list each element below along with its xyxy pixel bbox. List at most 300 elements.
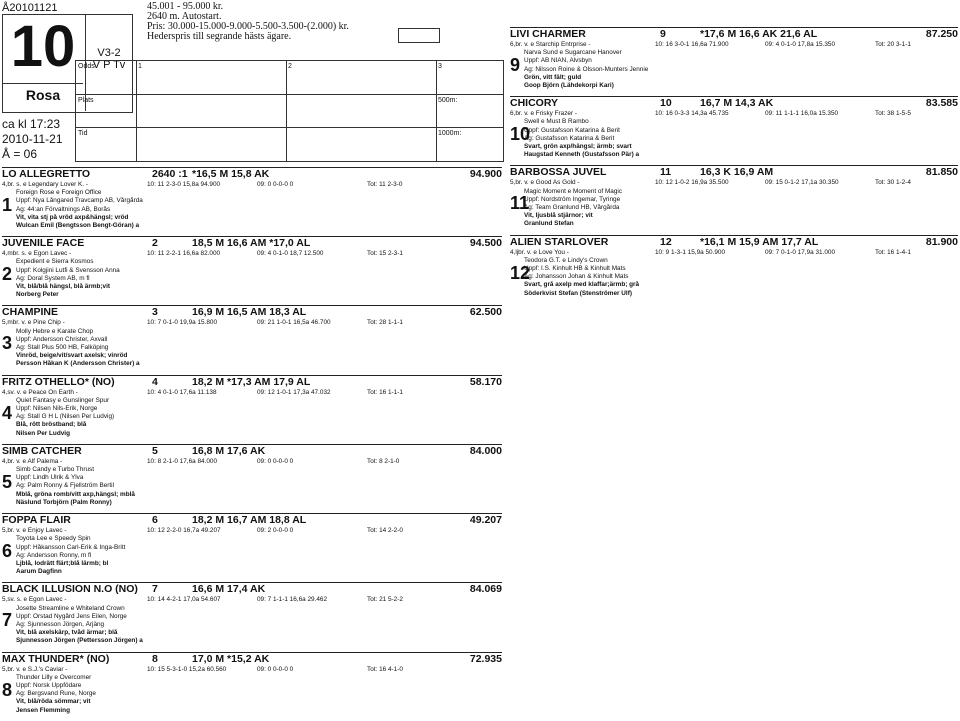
horse-detail-text: Uppf: Gustafsson Katarina & Berit xyxy=(524,126,620,134)
horse-detail-row xyxy=(2,360,502,368)
horse-detail-text: Persson Håkan K (Andersson Christer) a xyxy=(16,360,140,368)
horse-details xyxy=(510,118,958,159)
horse-stats-2010: 10: 11 2-2-1 16,6a 82.000 xyxy=(147,250,221,258)
horse-entry xyxy=(2,652,502,715)
race-class: V3-2 xyxy=(97,47,121,59)
horse-detail-text: Teodora G.T. e Lindy's Crown xyxy=(524,256,608,264)
horse-detail-row xyxy=(510,57,958,65)
horse-detail-text: Uppf: Nilsen Nils-Erik, Norge xyxy=(16,405,98,413)
horse-stats xyxy=(2,389,502,397)
horse-detail-text: Magic Moment e Moment of Magic xyxy=(524,187,623,195)
prize-info xyxy=(147,2,349,42)
prize-line: 45.001 - 95.000 kr. xyxy=(147,1,224,12)
horse-stats-total: Tot: 28 1-1-1 xyxy=(367,319,403,327)
horse-header xyxy=(2,583,502,596)
horse-stats xyxy=(2,181,502,189)
horse-details xyxy=(2,605,502,646)
horse-stats-total: Tot: 16 1-4-1 xyxy=(875,248,911,256)
horse-detail-text: Expedient e Sierra Kosmos xyxy=(16,258,94,266)
horse-detail-text: Vinröd, beige/vit/svart axelsk; vinröd xyxy=(16,352,128,360)
horse-detail-text: Näslund Torbjörn (Palm Ronny) xyxy=(16,498,112,506)
horse-entry xyxy=(2,305,502,368)
trophy-icon xyxy=(398,28,440,43)
prize-line: Pris: 30.000-15.000-9.000-5.500-3.500-(2.000) kr. xyxy=(147,21,349,32)
horse-detail-text: Goop Björn (Lähdekorpi Kari) xyxy=(524,82,614,90)
horse-detail-text: Äg: Stall G H L (Nilsen Per Ludvig) xyxy=(16,413,115,421)
prize-line: 2640 m. Autostart. xyxy=(147,11,222,22)
horse-stats-total: Tot: 11 2-3-0 xyxy=(367,181,403,188)
horse-stats-total: Tot: 8 2-1-0 xyxy=(367,457,400,465)
horse-details xyxy=(2,189,502,230)
race-time: ca kl 17:23 xyxy=(2,117,61,131)
horse-number: 4 xyxy=(2,402,13,423)
horse-details xyxy=(510,49,958,90)
horse-stats-2009: 09: 12 1-0-1 17,3a 47.032 xyxy=(257,388,331,396)
horse-detail-text: Ljblå, lodrätt flärt;blå lärmb; bl xyxy=(16,559,109,567)
horse-stats-2009: 09: 11 1-1-1 16,0a 15.350 xyxy=(765,110,839,118)
horse-detail-row xyxy=(510,265,958,273)
race-date: 2010-11-21 xyxy=(2,132,63,146)
horse-record: 18,5 M 16,6 AM *17,0 AL xyxy=(192,237,311,250)
horse-name: FRITZ OTHELLO* (NO) xyxy=(2,375,115,388)
horse-prize: 84.000 xyxy=(469,444,502,457)
horse-detail-row xyxy=(2,682,502,690)
horse-record: 16,6 M 17,4 AK xyxy=(192,583,266,596)
horse-detail-text: Äg: Team Granlund HB, Vårgårda xyxy=(524,204,620,212)
horse-detail-text: Äg: Palm Ronny & Fjellström Bertil xyxy=(16,482,115,490)
horse-detail-row xyxy=(2,222,502,230)
horse-detail-row xyxy=(510,212,958,220)
grid-odds: Odds xyxy=(78,63,95,70)
race-number: 10 xyxy=(10,14,76,79)
horse-stats xyxy=(2,527,502,535)
race-name: Rosa xyxy=(3,83,83,103)
horse-detail-row xyxy=(2,698,502,706)
horse-detail-row xyxy=(2,197,502,205)
horse-detail-text: Mblå, gröna romb/vitt axp,hängsl; mblå xyxy=(16,490,135,498)
horse-detail-text: Uppf: Kolgjini Lutfi & Svensson Anna xyxy=(16,266,120,274)
horse-detail-row xyxy=(510,82,958,90)
grid-plats: Plats xyxy=(78,97,94,104)
horse-detail-text: Narva Sund e Sugarcane Hanover xyxy=(524,49,622,57)
horse-record: 18,2 M *17,3 AM 17,9 AL xyxy=(192,375,311,388)
horse-detail-row xyxy=(510,66,958,74)
grid-1000m: 1000m: xyxy=(438,130,462,137)
horse-detail-text: Svart, grå axelp med klaffar;ärmb; grå xyxy=(524,281,640,289)
horse-prize: 84.069 xyxy=(469,583,502,596)
horse-name: JUVENILE FACE xyxy=(2,237,85,250)
horse-name: LIVI CHARMER xyxy=(510,28,586,40)
horse-header xyxy=(2,168,502,181)
horse-details xyxy=(2,328,502,369)
horse-detail-text: Äg: Stall Plus 500 HB, Falköping xyxy=(16,344,109,352)
horse-stats xyxy=(2,596,502,604)
horse-detail-row xyxy=(2,206,502,214)
horse-stats xyxy=(510,249,958,257)
horse-detail-row xyxy=(2,499,502,507)
horse-detail-text: Aarum Dagfinn xyxy=(16,568,62,576)
horse-detail-text: Jensen Flemming xyxy=(16,706,70,714)
horse-detail-row xyxy=(2,430,502,438)
horse-detail-row xyxy=(2,413,502,421)
horse-detail-text: Nilsen Per Ludvig xyxy=(16,429,70,437)
race-info xyxy=(2,117,63,162)
horse-stats-2010: 10: 16 3-0-1 16,6a 71.900 xyxy=(655,41,729,48)
horse-stats-total: Tot: 15 2-3-1 xyxy=(367,250,403,258)
horse-detail-row xyxy=(510,49,958,57)
horse-stats-2010: 10: 15 5-3-1-0 15,2a 60.560 xyxy=(147,665,227,673)
horse-detail-row xyxy=(2,613,502,621)
horse-number: 10 xyxy=(510,124,531,145)
horse-number: 2 xyxy=(2,264,13,285)
horse-number: 9 xyxy=(510,55,521,75)
horse-pedigree: 5,mbr. v. e Pine Chip - xyxy=(2,319,65,327)
horse-entry xyxy=(510,235,958,298)
horse-stats xyxy=(510,41,958,49)
result-grid xyxy=(75,60,504,162)
horse-detail-row xyxy=(2,421,502,429)
horse-prize: 81.900 xyxy=(925,235,958,248)
horse-detail-row xyxy=(2,189,502,197)
horse-detail-row xyxy=(2,344,502,352)
horse-number: 3 xyxy=(2,333,13,354)
horse-detail-row xyxy=(510,74,958,82)
horse-detail-text: Uppf: Håkansson Carl-Erik & Inga-Britt xyxy=(16,543,126,551)
horse-detail-row xyxy=(510,143,958,151)
horse-prize: 94.900 xyxy=(469,168,502,180)
horse-start: 8 xyxy=(152,652,158,665)
horse-detail-text: Thunder Lilly e Overcomer xyxy=(16,673,92,681)
horse-stats xyxy=(2,458,502,466)
horse-pedigree: 5,br. v. e Good As Gold - xyxy=(510,179,580,187)
horse-detail-row xyxy=(2,214,502,222)
horse-entry xyxy=(510,27,958,90)
horse-detail-text: Äg: Johansson Johan & Kinhult Mats xyxy=(524,273,629,281)
horse-detail-text: Josette Streamline e Whiteland Crown xyxy=(16,604,125,612)
horse-detail-row xyxy=(510,281,958,289)
horse-detail-row xyxy=(510,257,958,265)
horse-detail-text: Toyota Lee e Speedy Spin xyxy=(16,535,91,543)
horse-start: 9 xyxy=(660,28,666,40)
horse-header xyxy=(2,237,502,250)
horse-detail-row xyxy=(2,283,502,291)
horse-list-right xyxy=(510,27,958,304)
horse-stats-2010: 10: 16 0-3-3 14,3a 45.735 xyxy=(655,110,729,118)
horse-detail-row xyxy=(510,118,958,126)
horse-stats-total: Tot: 38 1-5-5 xyxy=(875,110,911,118)
horse-header xyxy=(510,166,958,179)
horse-detail-text: Uppf: Nya Långared Travcamp AB, Vårgårda xyxy=(16,197,143,205)
horse-detail-text: Norberg Peter xyxy=(16,291,59,299)
horse-detail-text: Vit, vita stj på vröd axp&hängsl; vröd xyxy=(16,213,129,221)
horse-start: 7 xyxy=(152,583,158,596)
horse-prize: 83.585 xyxy=(925,97,958,110)
horse-name: CHICORY xyxy=(510,97,559,110)
horse-detail-row xyxy=(2,552,502,560)
horse-detail-text: Äg: Doral System AB, m fl xyxy=(16,274,90,282)
horse-detail-text: Molly Hebre e Karate Chop xyxy=(16,327,94,335)
horse-number: 1 xyxy=(2,195,13,215)
horse-start: 6 xyxy=(152,514,158,527)
horse-detail-row xyxy=(2,690,502,698)
horse-entry xyxy=(2,513,502,576)
horse-record: *16,5 M 15,8 AK xyxy=(192,168,270,180)
horse-detail-text: Uppf: Norsk Uppfödare xyxy=(16,681,82,689)
horse-name: BARBOSSA JUVEL xyxy=(510,166,607,179)
horse-name: MAX THUNDER* (NO) xyxy=(2,652,110,665)
horse-detail-row xyxy=(2,267,502,275)
horse-start: 10 xyxy=(660,97,672,110)
horse-detail-row xyxy=(510,220,958,228)
horse-detail-text: Granlund Stefan xyxy=(524,220,574,228)
horse-detail-text: Grön, vitt fält; guld xyxy=(524,73,582,81)
horse-detail-text: Svart, grön axp/hängsl; ärmb; svart xyxy=(524,143,632,151)
horse-number: 12 xyxy=(510,262,531,283)
horse-detail-row xyxy=(510,290,958,298)
horse-stats-2010: 10: 8 2-1-0 17,6a 84.000 xyxy=(147,457,217,465)
horse-record: 17,0 M *15,2 AK xyxy=(192,652,270,665)
horse-prize: 87.250 xyxy=(925,28,958,40)
horse-header xyxy=(2,306,502,319)
horse-details xyxy=(510,257,958,298)
horse-record: 18,2 M 16,7 AM 18,8 AL xyxy=(192,514,307,527)
horse-stats xyxy=(2,250,502,258)
track-code: Å = 06 xyxy=(2,147,38,161)
horse-stats-2010: 10: 7 0-1-0 19,9a 15.800 xyxy=(147,319,217,327)
page-id: Å20101121 xyxy=(2,2,58,14)
horse-detail-row xyxy=(2,674,502,682)
horse-detail-row xyxy=(2,560,502,568)
horse-record: 16,9 M 16,5 AM 18,3 AL xyxy=(192,306,307,319)
horse-details xyxy=(2,258,502,299)
horse-header xyxy=(2,445,502,458)
horse-pedigree: 4,sv. v. e Peace On Earth - xyxy=(2,388,78,396)
horse-detail-text: Vit, blå/blå hängsl, blå ärmb;vit xyxy=(16,283,110,291)
horse-detail-text: Quiet Fantasy e Gunslinger Spur xyxy=(16,396,110,404)
horse-pedigree: 4,mbr. s. e Egon Lavec - xyxy=(2,250,72,258)
horse-stats-2009: 09: 2 0-0-0 0 xyxy=(257,527,294,535)
grid-col3: 3 xyxy=(438,63,442,70)
horse-detail-text: Äg: Gustafsson Katarina & Berit xyxy=(524,134,615,142)
horse-detail-row xyxy=(2,352,502,360)
horse-detail-text: Vit, ljusblå stjärnor; vit xyxy=(524,212,593,220)
prize-line: Hederspris till segrande hästs ägare. xyxy=(147,31,292,42)
horse-prize: 72.935 xyxy=(469,652,502,665)
horse-detail-text: Sjunnesson Jörgen (Pettersson Jörgen) a xyxy=(16,637,143,645)
horse-pedigree: 5,br. v. e S.J.'s Caviar - xyxy=(2,665,68,673)
horse-details xyxy=(510,188,958,229)
horse-pedigree: 5,sv. s. e Egon Lavec - xyxy=(2,596,67,604)
horse-start: 5 xyxy=(152,444,158,457)
horse-stats-2010: 10: 4 0-1-0 17,6a 11.138 xyxy=(147,388,217,396)
horse-detail-row xyxy=(510,273,958,281)
horse-detail-row xyxy=(2,482,502,490)
horse-detail-text: Simb Candy e Turbo Thrust xyxy=(16,466,95,474)
horse-name: FOPPA FLAIR xyxy=(2,514,71,527)
horse-entry xyxy=(510,165,958,228)
horse-record: 16,7 M 14,3 AK xyxy=(700,97,774,110)
horse-pedigree: 6,br. v. e Frisky Frazer - xyxy=(510,110,577,118)
horse-detail-row xyxy=(2,275,502,283)
horse-detail-row xyxy=(2,397,502,405)
horse-detail-row xyxy=(2,629,502,637)
horse-detail-row xyxy=(2,328,502,336)
horse-details xyxy=(2,397,502,438)
horse-detail-row xyxy=(2,707,502,715)
horse-detail-text: Äg: Andersson Ronny, m fl xyxy=(16,551,92,559)
horse-name: CHAMPINE xyxy=(2,306,59,319)
horse-stats-2009: 09: 7 0-1-0 17,9a 31.000 xyxy=(765,248,835,256)
horse-stats-2010: 10: 11 2-3-0 15,8a 94.900 xyxy=(147,181,221,188)
horse-detail-row xyxy=(2,291,502,299)
horse-detail-row xyxy=(2,336,502,344)
horse-detail-row xyxy=(510,188,958,196)
horse-header xyxy=(510,28,958,41)
horse-detail-row xyxy=(510,151,958,159)
horse-pedigree: 5,br. v. e Enjoy Lavec - xyxy=(2,527,67,535)
horse-start: 12 xyxy=(660,235,672,248)
horse-number: 8 xyxy=(2,679,13,700)
grid-tid: Tid xyxy=(78,130,88,137)
horse-detail-row xyxy=(510,135,958,143)
horse-stats-total: Tot: 21 5-2-2 xyxy=(367,596,403,604)
horse-stats-total: Tot: 30 1-2-4 xyxy=(875,179,911,187)
horse-stats-2009: 09: 0 0-0-0 0 xyxy=(257,181,294,188)
horse-detail-text: Äg: 44:an Förvaltnings AB, Borås xyxy=(16,205,111,213)
horse-stats-2009: 09: 21 1-0-1 16,5a 46.700 xyxy=(257,319,331,327)
horse-detail-row xyxy=(2,491,502,499)
horse-name: ALIEN STARLOVER xyxy=(510,235,609,248)
grid-col1: 1 xyxy=(138,63,142,70)
horse-entry xyxy=(2,375,502,438)
grid-col2: 2 xyxy=(288,63,292,70)
horse-start: 2 xyxy=(152,237,158,250)
horse-detail-text: Uppf: AB NIAN, Alvsbyn xyxy=(524,57,592,65)
race-tv: V P Tv xyxy=(92,59,126,71)
horse-detail-text: Uppf: Andersson Christer, Axvall xyxy=(16,335,108,343)
horse-entry xyxy=(2,444,502,507)
horse-name: BLACK ILLUSION N.O (NO) xyxy=(2,583,138,596)
horse-stats-total: Tot: 14 2-2-0 xyxy=(367,527,403,535)
horse-stats-2009: 09: 0 0-0-0 0 xyxy=(257,665,294,673)
horse-header xyxy=(510,97,958,110)
horse-details xyxy=(2,535,502,576)
horse-entry xyxy=(2,582,502,645)
horse-detail-text: Äg: Sjunnesson Jörgen, Årjäng xyxy=(16,620,105,628)
horse-record: 16,3 K 16,9 AM xyxy=(700,166,774,179)
horse-detail-row xyxy=(2,621,502,629)
horse-start: 11 xyxy=(660,166,672,179)
horse-start: 2640 :1 xyxy=(152,168,188,180)
horse-detail-text: Foreign Rose e Foreign Office xyxy=(16,189,102,197)
horse-stats-2009: 09: 4 0-1-0 17,8a 15.350 xyxy=(765,41,835,48)
horse-start: 3 xyxy=(152,306,158,319)
horse-stats-total: Tot: 16 4-1-0 xyxy=(367,665,403,673)
horse-detail-text: Vit, blå axelskärp, tvåd ärmar; blå xyxy=(16,629,118,637)
horse-record: *17,6 M 16,6 AK 21,6 AL xyxy=(700,28,818,40)
horse-detail-text: Blå, rött bröstband; blå xyxy=(16,421,87,429)
horse-detail-text: Uppf: I.S. Kinhult HB & Kinhult Mats xyxy=(524,265,626,273)
horse-prize: 62.500 xyxy=(469,306,502,319)
horse-prize: 94.500 xyxy=(469,237,502,250)
horse-stats xyxy=(2,666,502,674)
horse-entry xyxy=(2,236,502,299)
horse-detail-text: Äg: Bergsvand Rune, Norge xyxy=(16,690,96,698)
horse-stats-2010: 10: 12 1-0-2 16,9a 35.500 xyxy=(655,179,729,187)
grid-500m: 500m: xyxy=(438,97,458,104)
horse-detail-text: Söderkvist Stefan (Stenströmer Ulf) xyxy=(524,289,632,297)
horse-record: *16,1 M 15,9 AM 17,7 AL xyxy=(700,235,819,248)
horse-detail-row xyxy=(2,535,502,543)
horse-detail-row xyxy=(510,196,958,204)
horse-detail-text: Swell e Must B Rambo xyxy=(524,118,589,126)
horse-stats-2010: 10: 12 2-2-0 16,7a 49.207 xyxy=(147,527,221,535)
horse-stats xyxy=(510,179,958,187)
horse-detail-text: Äg: Nilsson Roine & Olsson-Munters Jennie xyxy=(524,65,649,73)
horse-detail-row xyxy=(2,568,502,576)
horse-number: 5 xyxy=(2,471,13,492)
horse-detail-text: Uppf: Orstad Nygård Jens Eilen, Norge xyxy=(16,612,127,620)
horse-detail-row xyxy=(2,466,502,474)
horse-detail-text: Uppf: Nordström Ingemar, Tyringe xyxy=(524,195,621,203)
horse-header xyxy=(2,376,502,389)
horse-stats xyxy=(2,319,502,327)
horse-stats-2010: 10: 9 1-3-1 15,9a 50.900 xyxy=(655,248,725,256)
horse-stats xyxy=(510,110,958,118)
horse-pedigree: 4,br. s. e Legendary Lover K. - xyxy=(2,181,88,188)
horse-pedigree: 4,ljbr. v. e Love You - xyxy=(510,248,569,256)
horse-detail-text: Uppf: Lindh Ulrik & Ylva xyxy=(16,474,84,482)
horse-start: 4 xyxy=(152,375,158,388)
horse-prize: 58.170 xyxy=(469,375,502,388)
horse-record: 16,8 M 17,6 AK xyxy=(192,444,266,457)
horse-prize: 49.207 xyxy=(469,514,502,527)
horse-stats-2009: 09: 4 0-1-0 18,7 12.500 xyxy=(257,250,324,258)
horse-stats-total: Tot: 20 3-1-1 xyxy=(875,41,911,48)
horse-number: 7 xyxy=(2,610,13,631)
horse-detail-row xyxy=(510,127,958,135)
horse-stats-2009: 09: 7 1-1-1 16,6a 29.462 xyxy=(257,596,327,604)
horse-detail-text: Vit, blå/röda sömmar; vit xyxy=(16,698,91,706)
horse-detail-row xyxy=(2,605,502,613)
horse-detail-row xyxy=(2,258,502,266)
horse-detail-row xyxy=(510,204,958,212)
horse-detail-row xyxy=(2,405,502,413)
horse-stats-2009: 09: 0 0-0-0 0 xyxy=(257,457,294,465)
horse-prize: 81.850 xyxy=(925,166,958,179)
horse-pedigree: 6,br. v. e Starchip Entrprise - xyxy=(510,41,591,48)
horse-number: 6 xyxy=(2,541,13,562)
horse-stats-total: Tot: 16 1-1-1 xyxy=(367,388,403,396)
horse-detail-text: Wulcan Emil (Bengtsson Bengt-Göran) a xyxy=(16,222,140,230)
horse-detail-text: Haugstad Kenneth (Gustafsson Pär) a xyxy=(524,151,640,159)
horse-list-left xyxy=(2,167,502,721)
horse-header xyxy=(2,653,502,666)
horse-stats-2009: 09: 15 0-1-2 17,1a 30.350 xyxy=(765,179,839,187)
horse-details xyxy=(2,466,502,507)
horse-detail-row xyxy=(2,544,502,552)
horse-pedigree: 4,br. v. e Alf Palema - xyxy=(2,457,63,465)
horse-name: SIMB CATCHER xyxy=(2,444,82,457)
horse-header xyxy=(510,236,958,249)
horse-header xyxy=(2,514,502,527)
horse-name: LO ALLEGRETTO xyxy=(2,168,91,180)
horse-detail-row xyxy=(2,474,502,482)
horse-number: 11 xyxy=(510,193,530,214)
horse-entry xyxy=(510,96,958,159)
horse-details xyxy=(2,674,502,715)
horse-detail-row xyxy=(2,637,502,645)
